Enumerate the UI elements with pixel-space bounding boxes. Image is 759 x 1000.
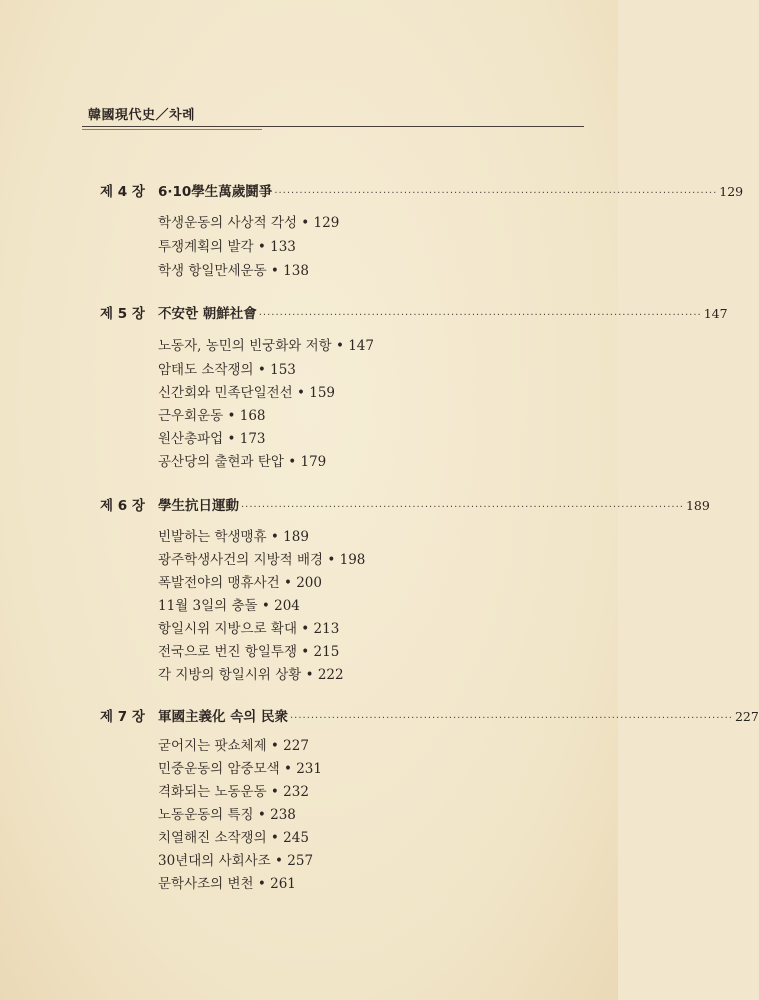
toc-entry: 학생 항일만세운동 • 138: [158, 263, 309, 279]
toc-entry: 신간회와 민족단일전선 • 159: [158, 385, 336, 401]
leader-dots: ··········································································································: [258, 310, 702, 321]
chapter-4-heading: [100, 180, 744, 200]
toc-entry: 원산총파업 • 173: [158, 431, 266, 447]
leader-dots: ··········································································································: [289, 713, 733, 724]
chapter-5-heading: [100, 302, 728, 322]
running-header: 韓國現代史／차례: [88, 108, 196, 123]
toc-entry: 광주학생사건의 지방적 배경 • 198: [158, 552, 366, 568]
chapter-number: 제 5 장: [100, 306, 145, 322]
chapter-title: 6·10學生萬歲鬪爭: [158, 184, 273, 200]
toc-entry: 항일시위 지방으로 확대 • 213: [158, 621, 340, 637]
leader-dots: ··········································································································: [241, 502, 684, 513]
toc-entry: 치열해진 소작쟁의 • 245: [158, 830, 309, 846]
chapter-number: 제 4 장: [100, 184, 145, 200]
chapter-page: 189: [685, 498, 710, 513]
toc-entry: 빈발하는 학생맹휴 • 189: [158, 529, 309, 545]
toc-entry: 30년대의 사회사조 • 257: [158, 853, 314, 869]
header-rule: [82, 126, 584, 127]
toc-entry: 노동자, 농민의 빈궁화와 저항 • 147: [158, 338, 374, 354]
toc-entry: 민중운동의 암중모색 • 231: [158, 761, 322, 777]
chapter-number: 제 7 장: [100, 709, 145, 725]
toc-entry: 폭발전야의 맹휴사건 • 200: [158, 575, 322, 591]
chapter-7-heading: [100, 705, 759, 725]
toc-entry: 격화되는 노동운동 • 232: [158, 784, 309, 800]
toc-entry: 노동운동의 특징 • 238: [158, 807, 296, 823]
toc-entry: 문학사조의 변천 • 261: [158, 876, 296, 892]
chapter-page: 227: [734, 709, 759, 724]
toc-entry: 학생운동의 사상적 각성 • 129: [158, 215, 340, 231]
leader-dots: ··········································································································: [274, 188, 718, 199]
chapter-page: 147: [703, 306, 728, 321]
chapter-title: 軍國主義化 속의 民衆: [158, 709, 288, 725]
toc-entry: 투쟁계획의 발각 • 133: [158, 239, 296, 255]
toc-entry: 굳어지는 팟쇼체제 • 227: [158, 738, 309, 754]
toc-entry: 근우회운동 • 168: [158, 408, 266, 424]
toc-entry: 11월 3일의 충돌 • 204: [158, 598, 300, 614]
header-rule-secondary: [82, 129, 262, 130]
toc-entry: 암태도 소작쟁의 • 153: [158, 362, 296, 378]
chapter-6-heading: [100, 494, 710, 514]
toc-entry: 공산당의 출현과 탄압 • 179: [158, 454, 327, 470]
chapter-number: 제 6 장: [100, 498, 145, 514]
chapter-title: 不安한 朝鮮社會: [158, 306, 257, 322]
chapter-title: 學生抗日運動: [158, 498, 239, 514]
chapter-page: 129: [719, 184, 744, 199]
toc-entry: 전국으로 번진 항일투쟁 • 215: [158, 644, 340, 660]
toc-entry: 각 지방의 항일시위 상황 • 222: [158, 667, 344, 683]
